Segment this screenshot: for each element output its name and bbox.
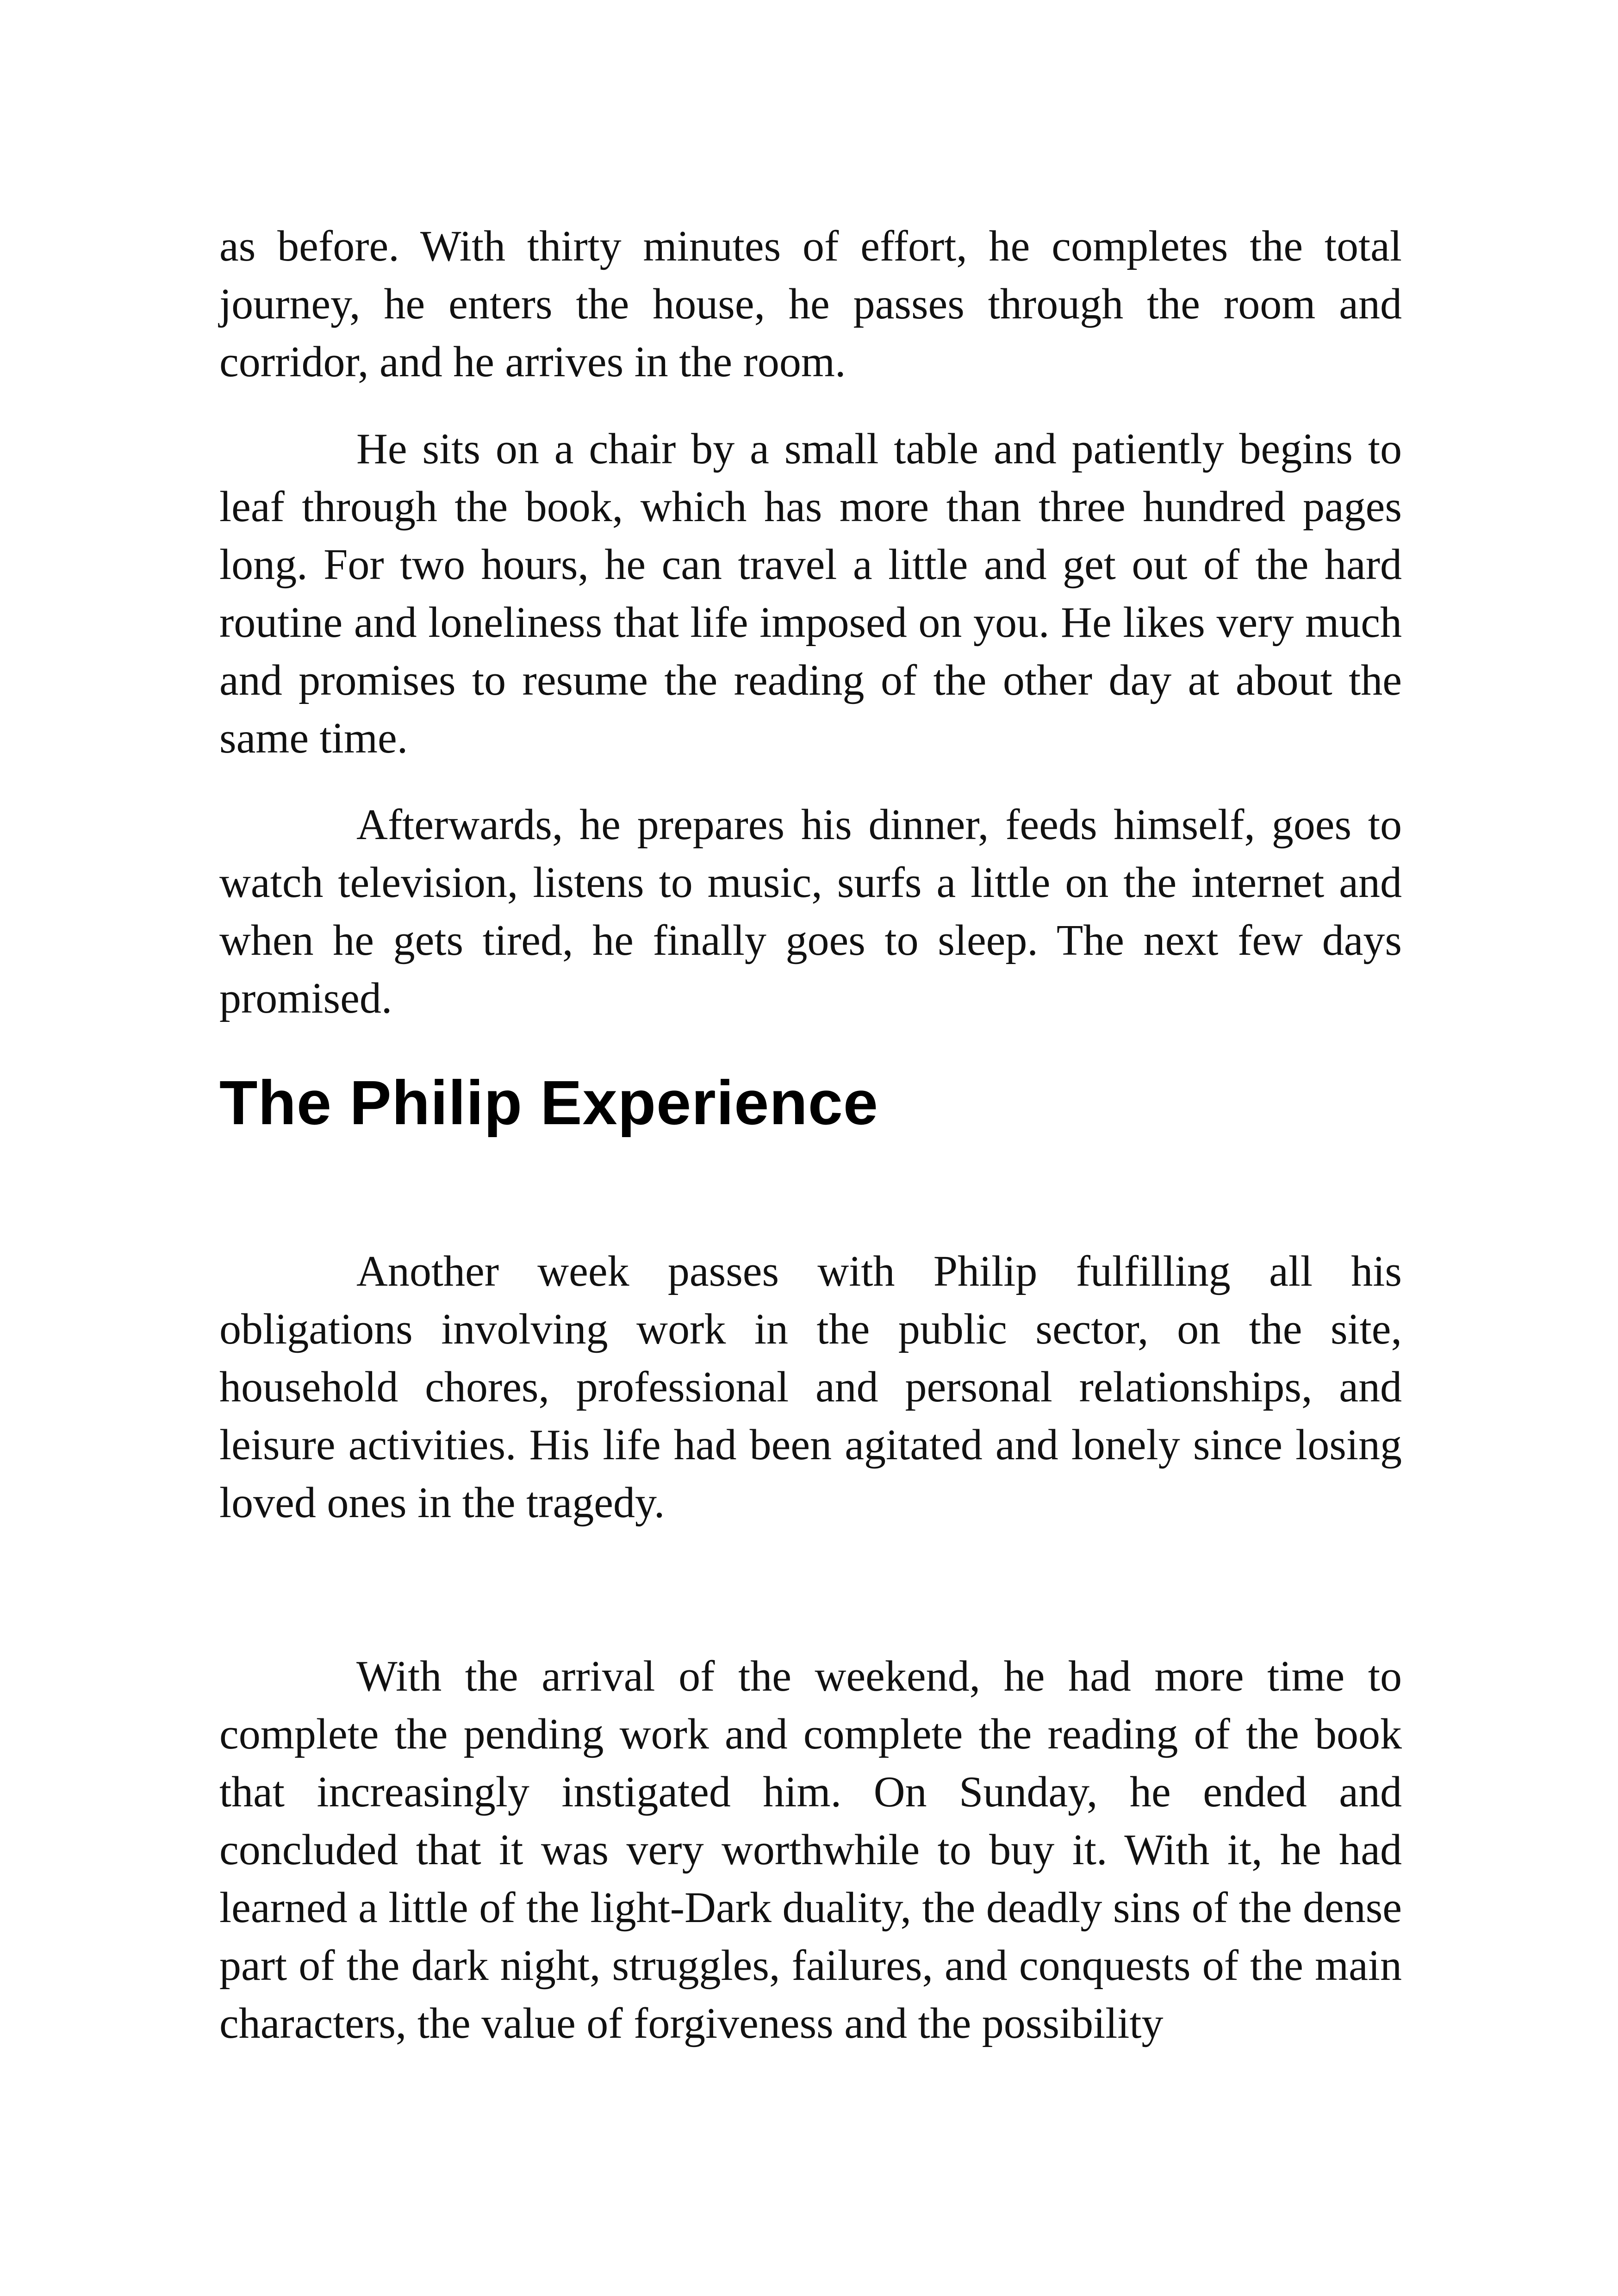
paragraph-evening: Afterwards, he prepares his dinner, feeds himself, goes to watch television, listens to music, surfs a little on the internet and when he gets tired, he finally goes to sleep. The next few days promised. bbox=[219, 801, 1402, 1022]
paragraph-weekend: With the arrival of the weekend, he had more time to complete the pending work and complete the reading of the book that increasingly instigated him. On Sunday, he ended and concluded that it was very worthwhile to buy it. With it, he had learned a little of the light-Dark duality, the deadly sins of the dense part of the dark night, struggles, failures, and conquests of the main characters, the value of forgiveness and the possibility bbox=[219, 1652, 1402, 2047]
section-heading: The Philip Experience bbox=[219, 1068, 878, 1138]
paragraph-reading: He sits on a chair by a small table and patiently begins to leaf through the book, which has more than three hundred pages long. For two hours, he can travel a little and get out of the hard routine and loneliness that life imposed on you. He likes very much and promises to resume the reading of the other day at about the same time. bbox=[219, 425, 1402, 762]
paragraph-continuation: as before. With thirty minutes of effort, he completes the total journey, he enters the house, he passes through the room and corridor, and he arrives in the room. bbox=[219, 222, 1402, 386]
paragraph-week: Another week passes with Philip fulfilling all his obligations involving work in the public sector, on the site, household chores, professional and personal relationships, and leisure activities. His life had been agitated and lonely since losing loved ones in the tragedy. bbox=[219, 1247, 1402, 1527]
